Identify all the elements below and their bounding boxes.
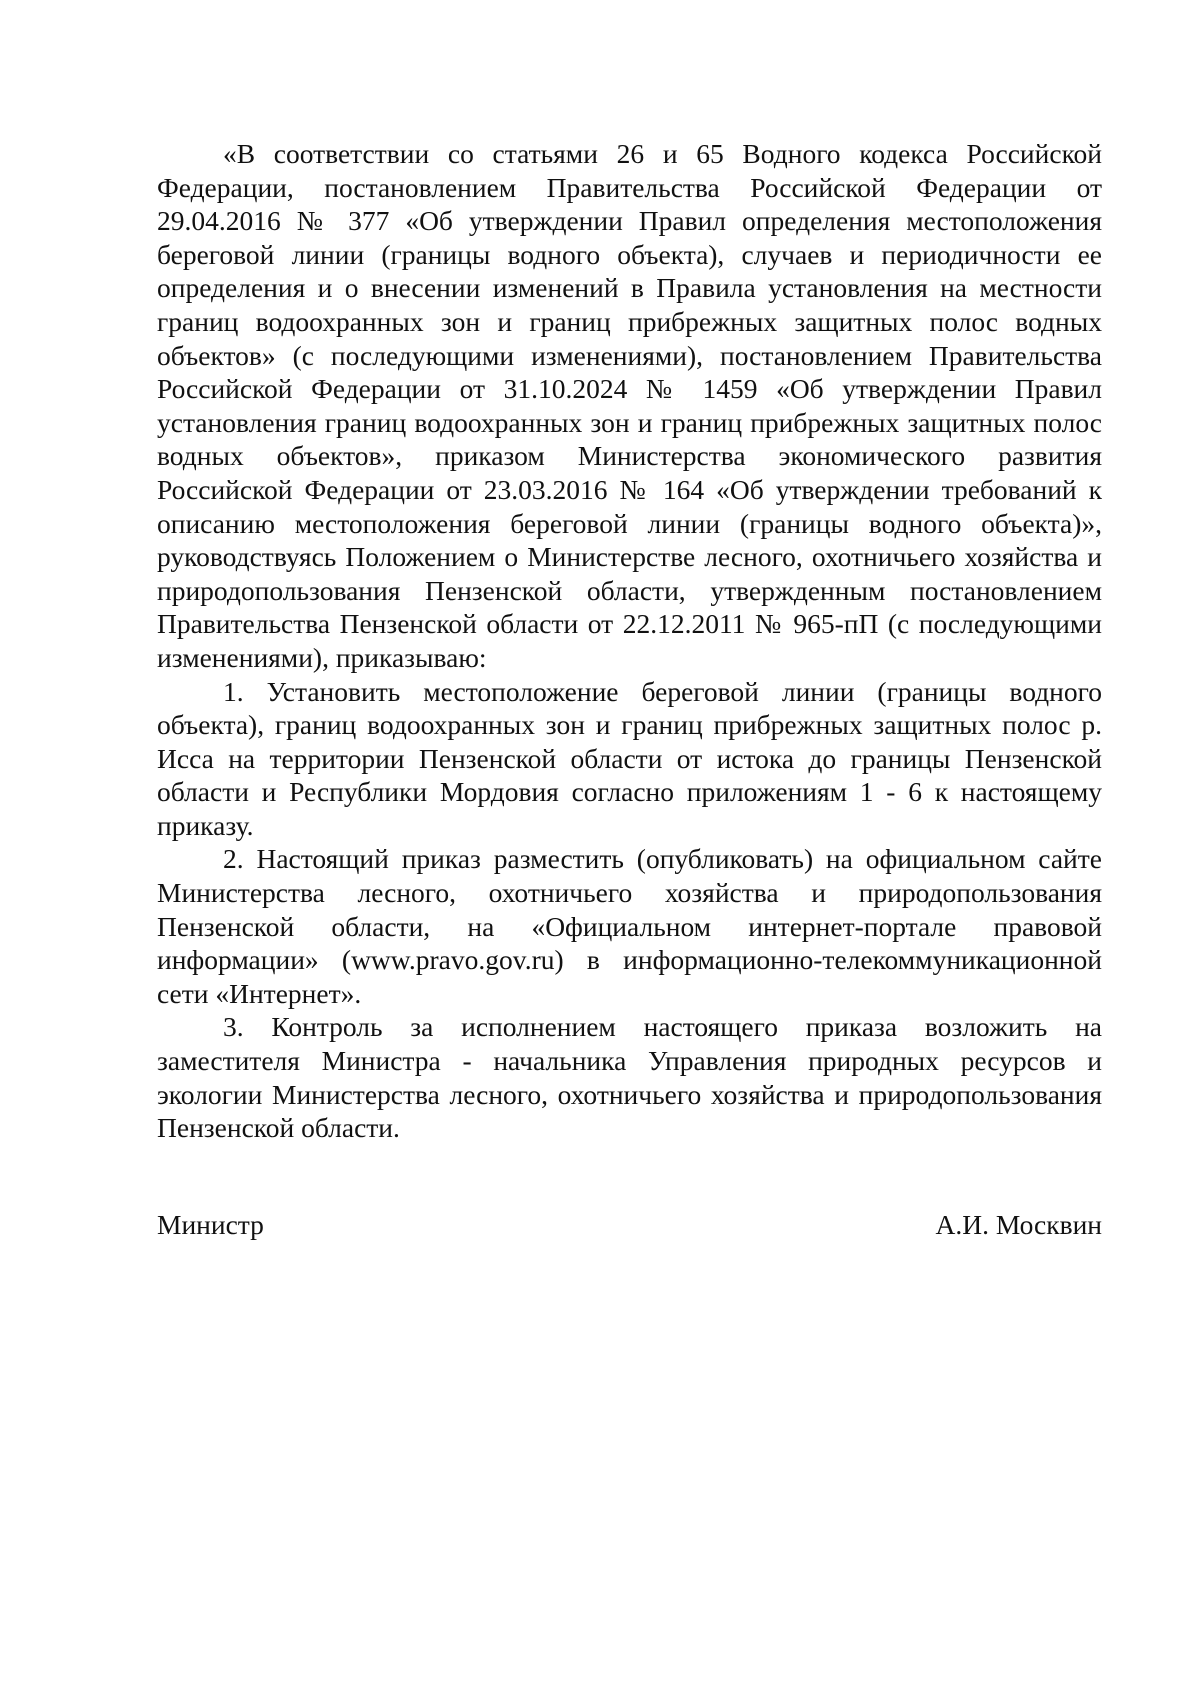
signatory-name: А.И. Москвин: [935, 1209, 1102, 1240]
order-item-1: 1. Установить местоположение береговой линии (границы водного объекта), границ водоохранных зон и границ прибрежных защитных полос р. Исса на территории Пензенской области от истока до границы Пензенской области и Республики Мордовия согласно приложениям 1 - 6 к настоящему приказу.: [157, 675, 1102, 841]
order-body: [157, 137, 1102, 1145]
order-item-3: 3. Контроль за исполнением настоящего приказа возложить на заместителя Министра - начальника Управления природных ресурсов и экологии Министерства лесного, охотничьего хозяйства и природопользования Пензенской области.: [157, 1011, 1102, 1144]
order-item-2: 2. Настоящий приказ разместить (опубликовать) на официальном сайте Министерства лесного, охотничьего хозяйства и природопользования Пензенской области, на «Официальном интернет-портале правовой информации» (www.pravo.gov.ru) в информационно-телекоммуникационной сети «Интернет».: [157, 843, 1102, 1009]
signature-block: [157, 1208, 1102, 1242]
preamble-paragraph: «В соответствии со статьями 26 и 65 Водного кодекса Российской Федерации, постановлением Правительства Российской Федерации от 29.04.2016 № 377 «Об утверждении Правил определения местоположения береговой линии (границы водного объекта), случаев и периодичности ее определения и о внесении изменений в Правила установления на местности границ водоохранных зон и границ прибрежных защитных полос водных объектов» (с последующими изменениями), постановлением Правительства Российской Федерации от 31.10.2024 № 1459 «Об утверждении Правил установления границ водоохранных зон и границ прибрежных защитных полос водных объектов», приказом Министерства экономического развития Российской Федерации от 23.03.2016 № 164 «Об утверждении требований к описанию местоположения береговой линии (границы водного объекта)», руководствуясь Положением о Министерстве лесного, охотничьего хозяйства и природопользования Пензенской области, утвержденным постановлением Правительства Пензенской области от 22.12.2011 № 965-пП (с последующими изменениями), приказываю:: [157, 138, 1102, 673]
signatory-position: Министр: [157, 1209, 264, 1240]
